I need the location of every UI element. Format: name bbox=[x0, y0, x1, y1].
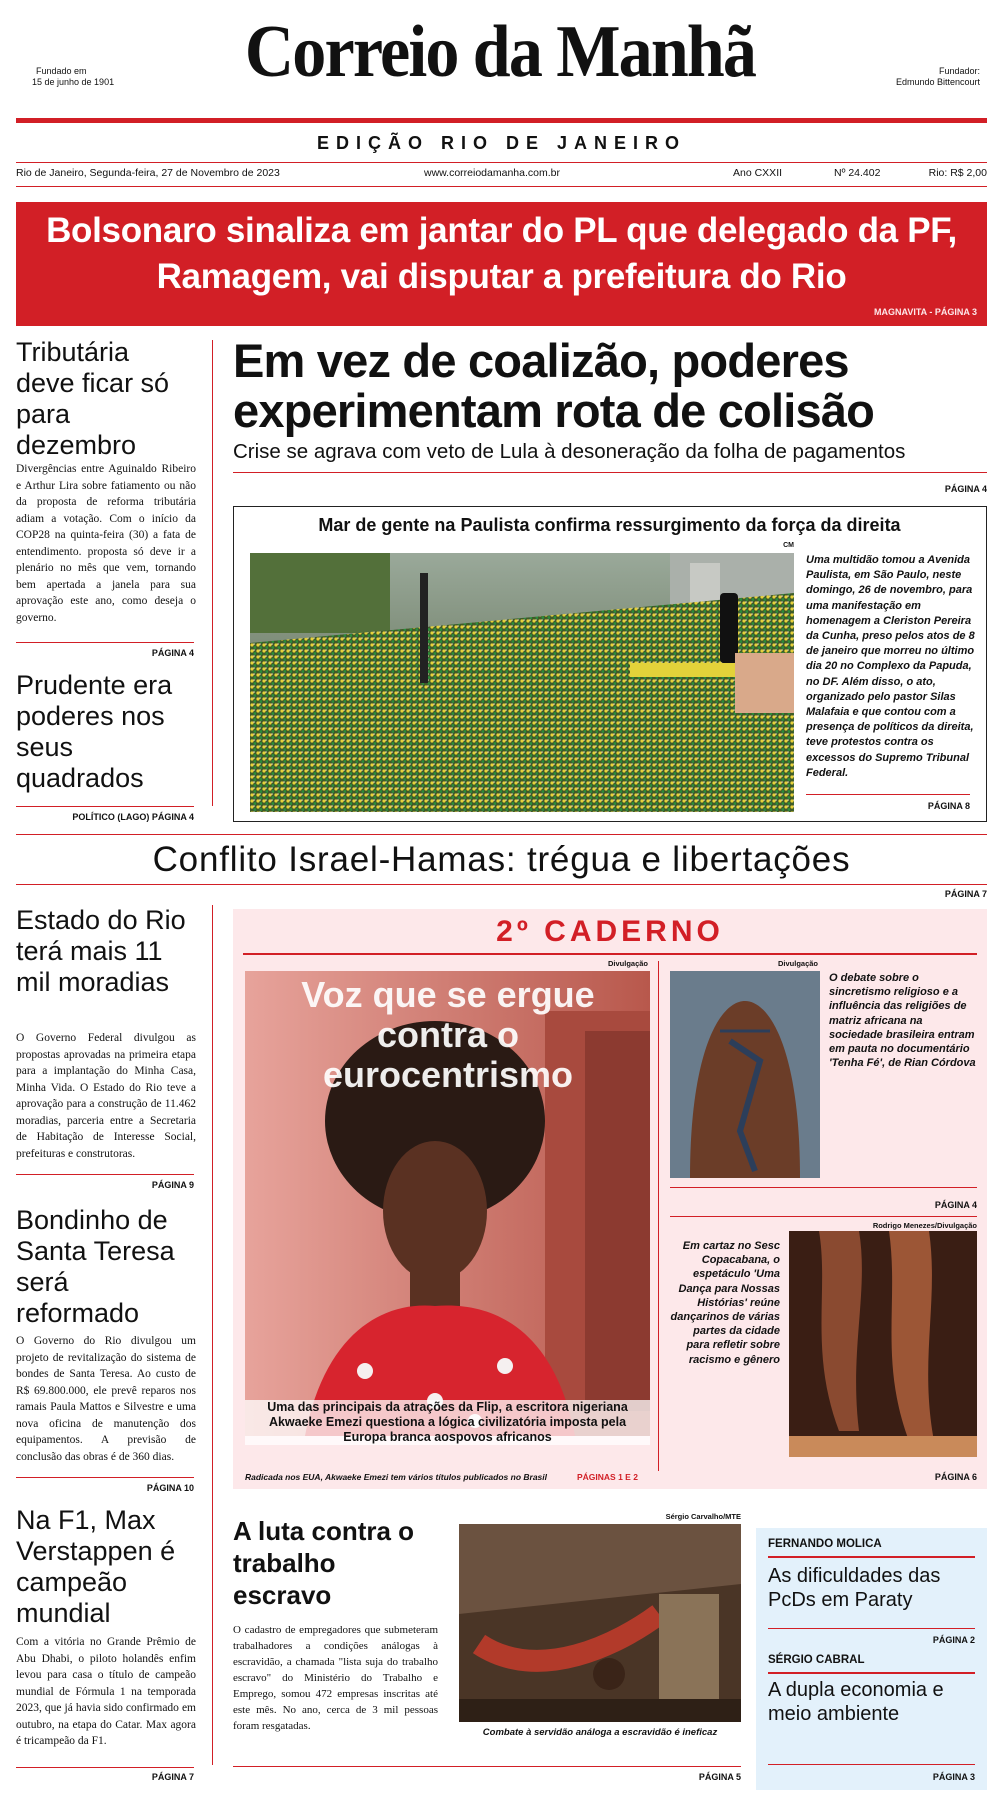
story-moradias-body: O Governo Federal divulgou as propostas aprovadas na primeira etapa para a implantação do Minha Casa, Minha Vida. O Estado do Rio teve a aprovação para a construção de 11.462 moradias, parceria entre a Secretaria de Habitação de Interesse Social, prefeituras e construtoras. bbox=[16, 1032, 196, 1160]
website-link[interactable]: www.correiodamanha.com.br bbox=[424, 167, 560, 179]
rule-left-5 bbox=[16, 1767, 194, 1768]
rule-left-1 bbox=[16, 642, 194, 643]
story-tributaria-page[interactable]: PÁGINA 4 bbox=[151, 648, 194, 658]
main-deck: Crise se agrava com veto de Lula à desoneração da folha de pagamentos bbox=[233, 440, 906, 463]
paulista-rule bbox=[806, 794, 970, 795]
paulista-page[interactable]: PÁGINA 8 bbox=[927, 801, 970, 811]
caderno-main-footnote: Radicada nos EUA, Akwaeke Emezi tem vários títulos publicados no Brasil bbox=[245, 1472, 547, 1482]
caderno-r1-credit: Divulgação bbox=[777, 959, 818, 968]
masthead-rule bbox=[16, 118, 987, 123]
caderno-main-caption: Uma das principais da atrações da Flip, a escritora nigeriana Akwaeke Emezi questiona a lógica civilizatória imposta pela Europa branca aospovos africanos bbox=[245, 1400, 650, 1445]
sincretismo-photo[interactable] bbox=[670, 971, 820, 1178]
caderno-r2-credit: Rodrigo Menezes/Divulgação bbox=[872, 1221, 977, 1230]
escravo-credit: Sérgio Carvalho/MTE bbox=[665, 1512, 741, 1521]
escravo-page[interactable]: PÁGINA 5 bbox=[698, 1772, 741, 1782]
masthead-title: Correio da Manhã bbox=[244, 11, 756, 93]
main-headline[interactable]: Em vez de coalizão, poderes experimentam rota de colisão bbox=[233, 334, 875, 437]
year-label: Ano CXXII bbox=[733, 167, 783, 179]
column-divider bbox=[212, 340, 213, 806]
founded-date: 15 de junho de 1901 bbox=[32, 77, 115, 87]
story-moradias-page[interactable]: PÁGINA 9 bbox=[151, 1180, 194, 1190]
rule-left-2 bbox=[16, 806, 194, 807]
caderno-r1-caption: O debate sobre o sincretismo religioso e a influência das religiões de matriz africana na sociedade brasileira entram em pauta no documentário 'Tenha Fé', de Rian Córdova bbox=[829, 972, 976, 1070]
escravo-photo[interactable] bbox=[459, 1524, 741, 1722]
caderno-r1-page[interactable]: PÁGINA 4 bbox=[934, 1200, 977, 1210]
story-f1-body: Com a vitória no Grande Prêmio de Abu Dhabi, o piloto holandês enfim levou para casa o título de campeão mundial de Fórmula 1 na temporada 2023, que já havia sido confirmado em outubro, na etapa do Catar. Max agora é tricampeão da F1. bbox=[16, 1636, 196, 1747]
rule-israel-bottom bbox=[16, 884, 987, 885]
caderno-r2-page[interactable]: PÁGINA 6 bbox=[934, 1472, 977, 1482]
caderno-title: 2º CADERNO bbox=[496, 915, 724, 948]
col2-author: SÉRGIO CABRAL bbox=[768, 1654, 865, 1666]
banner-headline: Bolsonaro sinaliza em jantar do PL que delegado da PF, Ramagem, vai disputar a prefeitura do Rio bbox=[46, 211, 957, 296]
edition-label: EDIÇÃO RIO DE JANEIRO bbox=[316, 133, 687, 153]
founded-note bbox=[32, 66, 152, 88]
paulista-caption: Uma multidão tomou a Avenida Paulista, em São Paulo, neste domingo, 26 de novembro, para uma manifestação em homenagem a Cleriston Pereira da Cunha, preso pelos atos de 8 de janeiro que morreu no último dia 20 no Complexo da Papuda, no DF. Além disso, o ato, organizado pelo pastor Silas Malafaia e que contou com a presença de políticos da direita, teve protestos contra os excessos do Supremo Tribunal Federal. bbox=[806, 554, 975, 779]
caderno-box[interactable] bbox=[233, 909, 987, 1489]
paulista-credit: CM bbox=[783, 542, 794, 549]
caderno-vdivider bbox=[658, 961, 659, 1471]
founder-label: Fundador: bbox=[938, 66, 980, 76]
danca-photo[interactable] bbox=[789, 1231, 977, 1457]
col1-page[interactable]: PÁGINA 2 bbox=[932, 1635, 975, 1645]
caderno-r1-rule bbox=[670, 1187, 977, 1188]
caderno-rule bbox=[243, 953, 977, 955]
danca-illustration bbox=[789, 1231, 977, 1457]
founded-label: Fundado em bbox=[36, 66, 87, 76]
rule-main bbox=[233, 472, 987, 473]
story-prudente-page[interactable]: POLÍTICO (LAGO) PÁGINA 4 bbox=[72, 812, 194, 822]
col2-page[interactable]: PÁGINA 3 bbox=[932, 1772, 975, 1782]
paulista-headline: Mar de gente na Paulista confirma ressurgimento da força da direita bbox=[318, 515, 901, 535]
paulista-box[interactable] bbox=[233, 506, 987, 822]
columns-box bbox=[756, 1528, 987, 1790]
rule-israel-top bbox=[16, 834, 987, 835]
edition-rule bbox=[16, 162, 987, 163]
escravo-title[interactable]: A luta contra o trabalho escravo bbox=[233, 1516, 415, 1610]
story-tributaria-body: Divergências entre Aguinaldo Ribeiro e Arthur Lira sobre fatiamento ou não da proposta de reforma tributária adiam a votação. Com o início da COP28 na quinta-feira (30) a fata de entendimento. proposta só deve ir a plenário no mês que vem, tornando bem apertada a janela para sua aprovação este ano, como deseja o governo. bbox=[16, 463, 196, 624]
col2-rule bbox=[768, 1764, 975, 1765]
caderno-main-overlay: Voz que se ergue contra o eurocentrismo bbox=[301, 974, 595, 1095]
crowd-illustration bbox=[250, 553, 794, 812]
dateline bbox=[16, 167, 987, 183]
israel-headline[interactable]: Conflito Israel-Hamas: trégua e libertações bbox=[152, 840, 851, 879]
story-f1-title[interactable]: Na F1, Max Verstappen é campeão mundial bbox=[16, 1505, 176, 1628]
column-divider-lower bbox=[212, 905, 213, 1765]
banner-credit: MAGNAVITA - PÁGINA 3 bbox=[874, 307, 977, 317]
story-bondinho-page[interactable]: PÁGINA 10 bbox=[146, 1483, 194, 1493]
rule-left-3 bbox=[16, 1174, 194, 1175]
caderno-main-credit: Divulgação bbox=[607, 959, 648, 968]
story-moradias-title[interactable]: Estado do Rio terá mais 11 mil moradias bbox=[16, 905, 186, 997]
founder-name: Edmundo Bittencourt bbox=[895, 77, 980, 87]
banner[interactable] bbox=[16, 202, 987, 326]
col1-author: FERNANDO MOLICA bbox=[768, 1538, 882, 1550]
story-tributaria-title[interactable]: Tributária deve ficar só para dezembro bbox=[16, 337, 170, 460]
col1-title[interactable]: As dificuldades das PcDs em Paraty bbox=[768, 1565, 941, 1611]
story-bondinho-body: O Governo do Rio divulgou um projeto de revitalização do sistema de bondes de Santa Teresa. Ao custo de R$ 69.800.000, ele prevê reparos nos ramais Paula Mattos e Silvestre e uma nova oficina de manutenção dos equipamentos. A previsão de conclusão das obras é de 360 dias. bbox=[16, 1335, 196, 1463]
caderno-main-page[interactable]: PÁGINAS 1 E 2 bbox=[577, 1472, 638, 1482]
rule-left-4 bbox=[16, 1477, 194, 1478]
story-f1-page[interactable]: PÁGINA 7 bbox=[151, 1772, 194, 1782]
rule-escravo bbox=[233, 1766, 741, 1767]
price-label: Rio: R$ 2,00 bbox=[928, 167, 987, 179]
crowd-photo[interactable] bbox=[250, 553, 794, 812]
col1-rule bbox=[768, 1628, 975, 1629]
israel-page[interactable]: PÁGINA 7 bbox=[944, 889, 987, 899]
issue-number: Nº 24.402 bbox=[834, 167, 881, 179]
dateline-rule bbox=[16, 186, 987, 187]
founder-note bbox=[850, 66, 980, 88]
col2-title[interactable]: A dupla economia e meio ambiente bbox=[768, 1679, 944, 1725]
escravo-caption: Combate à servidão análoga a escravidão é ineficaz bbox=[482, 1727, 718, 1738]
escravo-illustration bbox=[459, 1524, 741, 1722]
col2-author-rule bbox=[768, 1672, 975, 1674]
story-bondinho-title[interactable]: Bondinho de Santa Teresa será reformado bbox=[16, 1205, 175, 1328]
sincretismo-illustration bbox=[670, 971, 820, 1178]
main-page[interactable]: PÁGINA 4 bbox=[944, 484, 987, 494]
dateline-city-date: Rio de Janeiro, Segunda-feira, 27 de Novembro de 2023 bbox=[16, 167, 280, 179]
caderno-r2-caption: Em cartaz no Sesc Copacabana, o espetáculo 'Uma Dança para Nossas Histórias' reúne dançarinos de várias partes da cidade para refletir sobre racismo e gênero bbox=[670, 1240, 780, 1366]
story-prudente-title[interactable]: Prudente era poderes nos seus quadrados bbox=[16, 670, 173, 793]
col1-author-rule bbox=[768, 1556, 975, 1558]
escravo-body: O cadastro de empregadores que submeteram trabalhadores a condições análogas à escravidão, a chamada "lista suja do trabalho escravo" do Ministério do Trabalho e Emprego, somou 472 empresas inscritas até este mês. No ano, cerca de 3 mil pessoas foram resgatadas. bbox=[233, 1624, 438, 1732]
caderno-r2-topline bbox=[670, 1216, 977, 1217]
